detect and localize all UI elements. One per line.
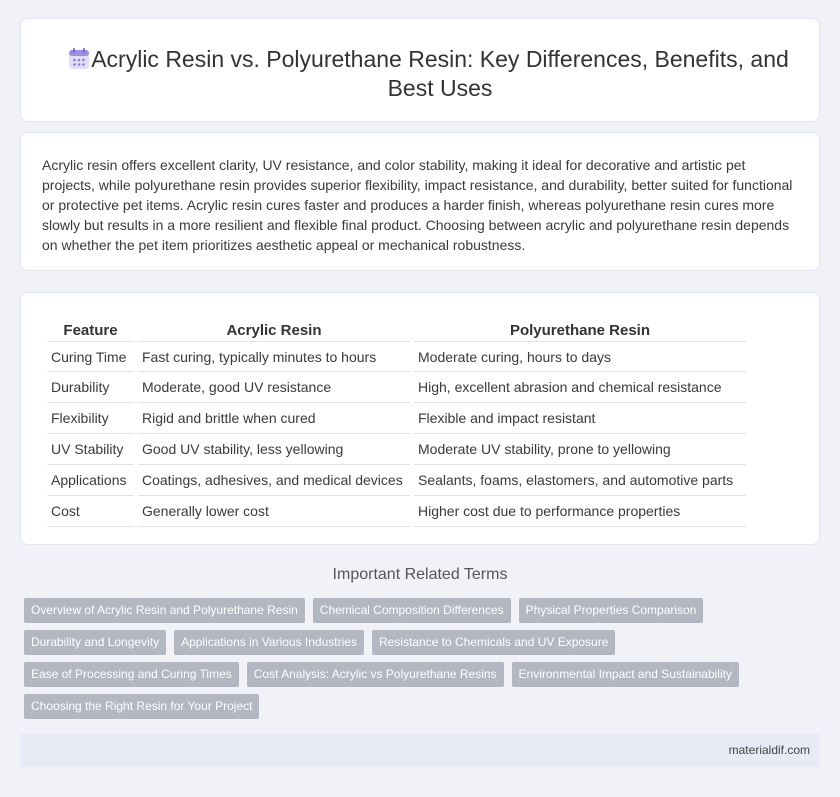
column-header-polyurethane: Polyurethane Resin <box>509 322 651 339</box>
acrylic-cell: Rigid and brittle when cured <box>138 403 410 434</box>
feature-cell: Curing Time <box>47 341 134 372</box>
header-card <box>20 18 820 122</box>
site-name[interactable]: materialdif.com <box>728 743 810 757</box>
related-term-link[interactable]: Chemical Composition Differences <box>313 598 511 623</box>
table-row <box>47 496 746 527</box>
acrylic-cell: Coatings, adhesives, and medical devices <box>138 465 410 496</box>
page-title: Acrylic Resin vs. Polyurethane Resin: Key Differences, Benefits, and Best Uses <box>91 46 789 101</box>
related-terms-list <box>24 598 814 726</box>
related-term-link[interactable]: Cost Analysis: Acrylic vs Polyurethane Resins <box>247 662 504 687</box>
table-header-row <box>47 313 746 341</box>
acrylic-cell: Fast curing, typically minutes to hours <box>138 341 410 372</box>
feature-cell: Flexibility <box>47 403 134 434</box>
related-term-link[interactable]: Environmental Impact and Sustainability <box>512 662 739 687</box>
table-row <box>47 341 746 372</box>
polyurethane-cell: Flexible and impact resistant <box>414 403 746 434</box>
column-header-acrylic: Acrylic Resin <box>226 322 322 339</box>
related-term-link[interactable]: Ease of Processing and Curing Times <box>24 662 239 687</box>
acrylic-cell: Good UV stability, less yellowing <box>138 434 410 465</box>
polyurethane-cell: Sealants, foams, elastomers, and automotive parts <box>414 465 746 496</box>
related-term-link[interactable]: Resistance to Chemicals and UV Exposure <box>372 630 615 655</box>
feature-cell: Applications <box>47 465 134 496</box>
related-term-link[interactable]: Applications in Various Industries <box>174 630 364 655</box>
acrylic-cell: Generally lower cost <box>138 496 410 527</box>
polyurethane-cell: Moderate curing, hours to days <box>414 341 746 372</box>
acrylic-cell: Moderate, good UV resistance <box>138 372 410 403</box>
polyurethane-cell: High, excellent abrasion and chemical resistance <box>414 372 746 403</box>
related-terms-heading: Important Related Terms <box>332 566 508 583</box>
column-header-feature: Feature <box>63 322 118 339</box>
feature-cell: UV Stability <box>47 434 134 465</box>
feature-cell: Durability <box>47 372 134 403</box>
polyurethane-cell: Higher cost due to performance properties <box>414 496 746 527</box>
related-term-link[interactable]: Physical Properties Comparison <box>519 598 704 623</box>
related-term-link[interactable]: Choosing the Right Resin for Your Project <box>24 694 259 719</box>
related-term-link[interactable]: Durability and Longevity <box>24 630 166 655</box>
table-row <box>47 465 746 496</box>
related-term-link[interactable]: Overview of Acrylic Resin and Polyurethane Resin <box>24 598 305 623</box>
comparison-table <box>43 313 750 527</box>
intro-paragraph: Acrylic resin offers excellent clarity, UV resistance, and color stability, making it ideal for decorative and artistic pet projects, while polyurethane resin provides superior flexibility, impact resistance, and durability, better suited for functional or protective pet items. Acrylic resin cures faster and produces a harder finish, whereas polyurethane resin cures more slowly but results in a more resilient and flexible final product. Choosing between acrylic and polyurethane resin depends on whether the pet item prioritizes aesthetic appeal or mechanical robustness. <box>42 157 793 253</box>
table-row <box>47 434 746 465</box>
intro-card <box>20 132 820 271</box>
feature-cell: Cost <box>47 496 134 527</box>
table-row <box>47 372 746 403</box>
comparison-card <box>20 292 820 545</box>
footer-bar <box>20 734 820 767</box>
polyurethane-cell: Moderate UV stability, prone to yellowing <box>414 434 746 465</box>
table-row <box>47 403 746 434</box>
